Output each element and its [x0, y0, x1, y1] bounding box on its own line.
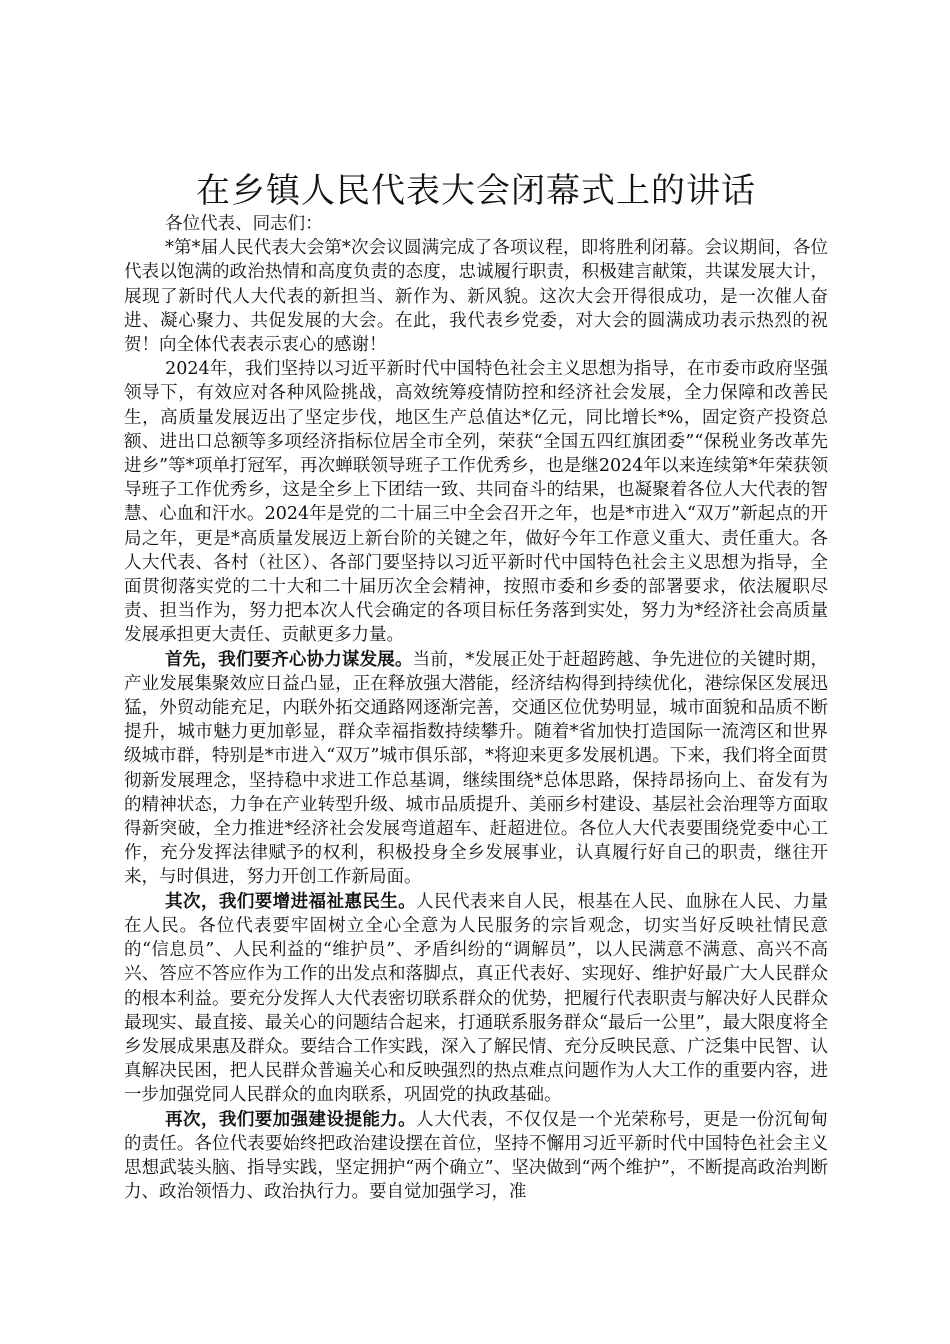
paragraph-opening [124, 236, 828, 357]
paragraph-text: 人民代表来自人民，根基在人民、血脉在人民、力量在人民。各位代表要牢固树立全心全意为人民服务的宗旨观念，切实当好反映社情民意的“信息员”、人民利益的“维护员”、矛盾纠纷的“调解员”，以人民满意不满意、高兴不高兴、答应不答应作为工作的出发点和落脚点，真正代表好、实现好、维护好最广大人民群众的根本利益。要充分发挥人大代表密切联系群众的优势，把履行代表职责与解决好人民群众最现实、最直接、最关心的问题结合起来，打通联系服务群众“最后一公里”，最大限度将全乡发展成果惠及群众。要结合工作实践，深入了解民情、充分反映民意、广泛集中民智、认真解决民困，把人民群众普遍关心和反映强烈的热点难点问题作为人大工作的重要内容，进一步加强党同人民群众的血肉联系，巩固党的执政基础。 [124, 891, 829, 1106]
paragraph-lead: 首先，我们要齐心协力谋发展。 [165, 649, 413, 670]
paragraph-second-point [124, 890, 828, 1108]
paragraph-review-2024 [124, 357, 828, 647]
paragraph-lead: 其次，我们要增进福祉惠民生。 [165, 891, 417, 912]
paragraph-first-point [124, 648, 828, 890]
document-title: 在乡镇人民代表大会闭幕式上的讲话 [196, 171, 756, 211]
paragraph-lead: 再次，我们要加强建设提能力。 [165, 1109, 417, 1130]
paragraph-text: 人大代表，不仅仅是一个光荣称号，更是一份沉甸甸的责任。各位代表要始终把政治建设摆在首位，坚持不懈用习近平新时代中国特色社会主义思想武装头脑、指导实践，坚定拥护“两个确立”、坚决做到“两个维护”，不断提高政治判断力、政治领悟力、政治执行力。要自觉加强学习，准 [124, 1109, 829, 1203]
paragraph-text: 当前，*发展正处于赶超跨越、争先进位的关键时期，产业发展集聚效应日益凸显，正在释放强大潜能，经济结构得到持续优化，港综保区发展迅猛，外贸动能充足，内联外拓交通路网逐渐完善，交通区位优势明显，城市面貌和品质不断提升，城市魅力更加彰显，群众幸福指数持续攀升。随着*省加快打造国际一流湾区和世界级城市群，特别是*市进入“双万”城市俱乐部，*将迎来更多发展机遇。下来，我们将全面贯彻新发展理念，坚持稳中求进工作总基调，继续围绕*总体思路，保持昂扬向上、奋发有为的精神状态，力争在产业转型升级、城市品质提升、美丽乡村建设、基层社会治理等方面取得新突破，全力推进*经济社会发展弯道超车、赶超进位。各位人大代表要围绕党委中心工作，充分发挥法律赋予的权利，积极投身全乡发展事业，认真履行好自己的职责，继往开来，与时俱进，努力开创工作新局面。 [124, 649, 829, 888]
paragraph-third-point [124, 1108, 828, 1205]
paragraph-text: 2024年，我们坚持以习近平新时代中国特色社会主义思想为指导，在市委市政府坚强领导下，有效应对各种风险挑战，高效统筹疫情防控和经济社会发展，全力保障和改善民生，高质量发展迈出了坚定步伐，地区生产总值达*亿元，同比增长*%，固定资产投资总额、进出口总额等多项经济指标位居全市全列，荣获“全国五四红旗团委”“保税业务改革先进乡”等*项单打冠军，再次蝉联领导班子工作优秀乡，也是继2024年以来连续第*年荣获领导班子工作优秀乡，这是全乡上下团结一致、共同奋斗的结果，也凝聚着各位人大代表的智慧、心血和汗水。2024年是党的二十届三中全会召开之年，也是*市进入“双万”新起点的开局之年，更是*高质量发展迈上新台阶的关键之年，做好今年工作意义重大、责任重大。各人大代表、各村（社区）、各部门要坚持以习近平新时代中国特色社会主义思想为指导，全面贯彻落实党的二十大和二十届历次全会精神，按照市委和乡委的部署要求，依法履职尽责、担当作为，努力把本次人代会确定的各项目标任务落到实处，努力为*经济社会高质量发展承担更大责任、贡献更多力量。 [124, 359, 828, 646]
paragraph-text: *第*届人民代表大会第*次会议圆满完成了各项议程，即将胜利闭幕。会议期间，各位代表以饱满的政治热情和高度负责的态度，忠诚履行职责，积极建言献策，共谋发展大计，展现了新时代人大代表的新担当、新作为、新风貌。这次大会开得很成功，是一次催人奋进、凝心聚力、共促发展的大会。在此，我代表乡党委，对大会的圆满成功表示热烈的祝贺！向全体代表表示衷心的感谢！ [124, 238, 828, 356]
salutation: 各位代表、同志们： [165, 214, 323, 234]
document-page [124, 170, 828, 1204]
